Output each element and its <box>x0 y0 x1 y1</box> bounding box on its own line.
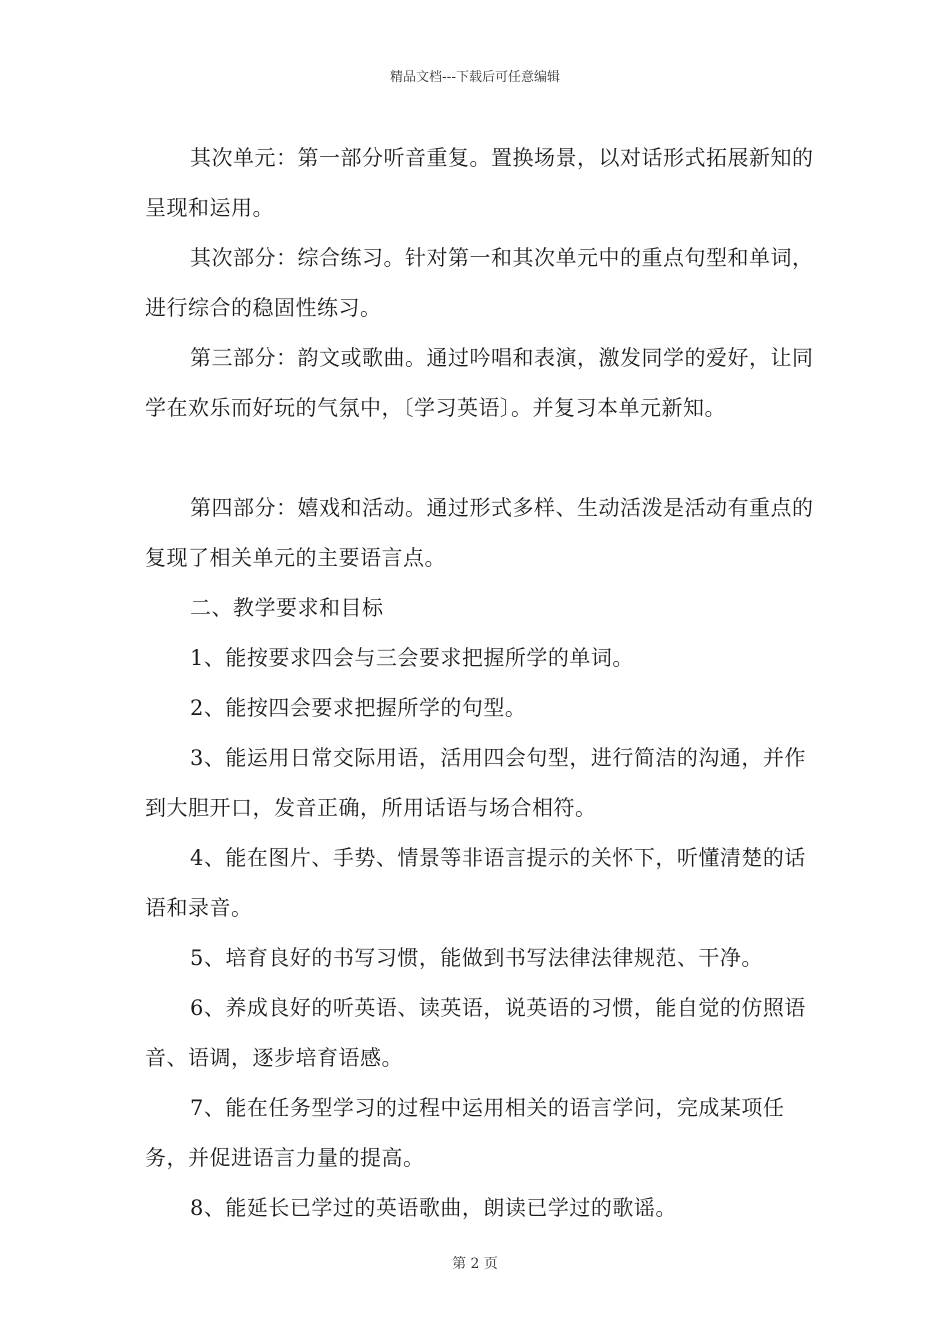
goal-item-6: 6、养成良好的听英语、读英语，说英语的习惯，能自觉的仿照语音、语调，逐步培育语感。 <box>145 996 806 1070</box>
goal-item-4: 4、能在图片、手势、情景等非语言提示的关怀下，听懂清楚的话语和录音。 <box>145 846 806 920</box>
goal-item-1: 1、能按要求四会与三会要求把握所学的单词。 <box>190 646 634 670</box>
document-body <box>145 133 815 1233</box>
goal-item-2: 2、能按四会要求把握所学的句型。 <box>190 696 527 720</box>
page-number: 第 2 页 <box>452 1256 498 1272</box>
paragraph-unit-two: 其次单元：第一部分听音重复。置换场景，以对话形式拓展新知的呈现和运用。 <box>145 146 814 220</box>
paragraph-part-four: 第四部分：嬉戏和活动。通过形式多样、生动活泼是活动有重点的复现了相关单元的主要语言点。 <box>145 496 814 570</box>
goal-item-8: 8、能延长已学过的英语歌曲，朗读已学过的歌谣。 <box>190 1196 677 1220</box>
goal-item-7: 7、能在任务型学习的过程中运用相关的语言学问，完成某项任务，并促进语言力量的提高。 <box>145 1096 785 1170</box>
paragraph-part-three: 第三部分：韵文或歌曲。通过吟唱和表演，激发同学的爱好，让同学在欢乐而好玩的气氛中，〔学习英语〕。并复习本单元新知。 <box>145 346 814 420</box>
section-heading-goals: 二、教学要求和目标 <box>190 596 384 620</box>
goal-item-5: 5、培育良好的书写习惯，能做到书写法律法律规范、干净。 <box>190 946 763 970</box>
goal-item-3: 3、能运用日常交际用语，活用四会句型，进行简洁的沟通，并作到大胆开口，发音正确，所用话语与场合相符。 <box>145 746 806 820</box>
paragraph-part-two: 其次部分：综合练习。针对第一和其次单元中的重点句型和单词，进行综合的稳固性练习。 <box>145 246 814 320</box>
page-header: 精品文档---下载后可任意编辑 <box>389 70 561 85</box>
